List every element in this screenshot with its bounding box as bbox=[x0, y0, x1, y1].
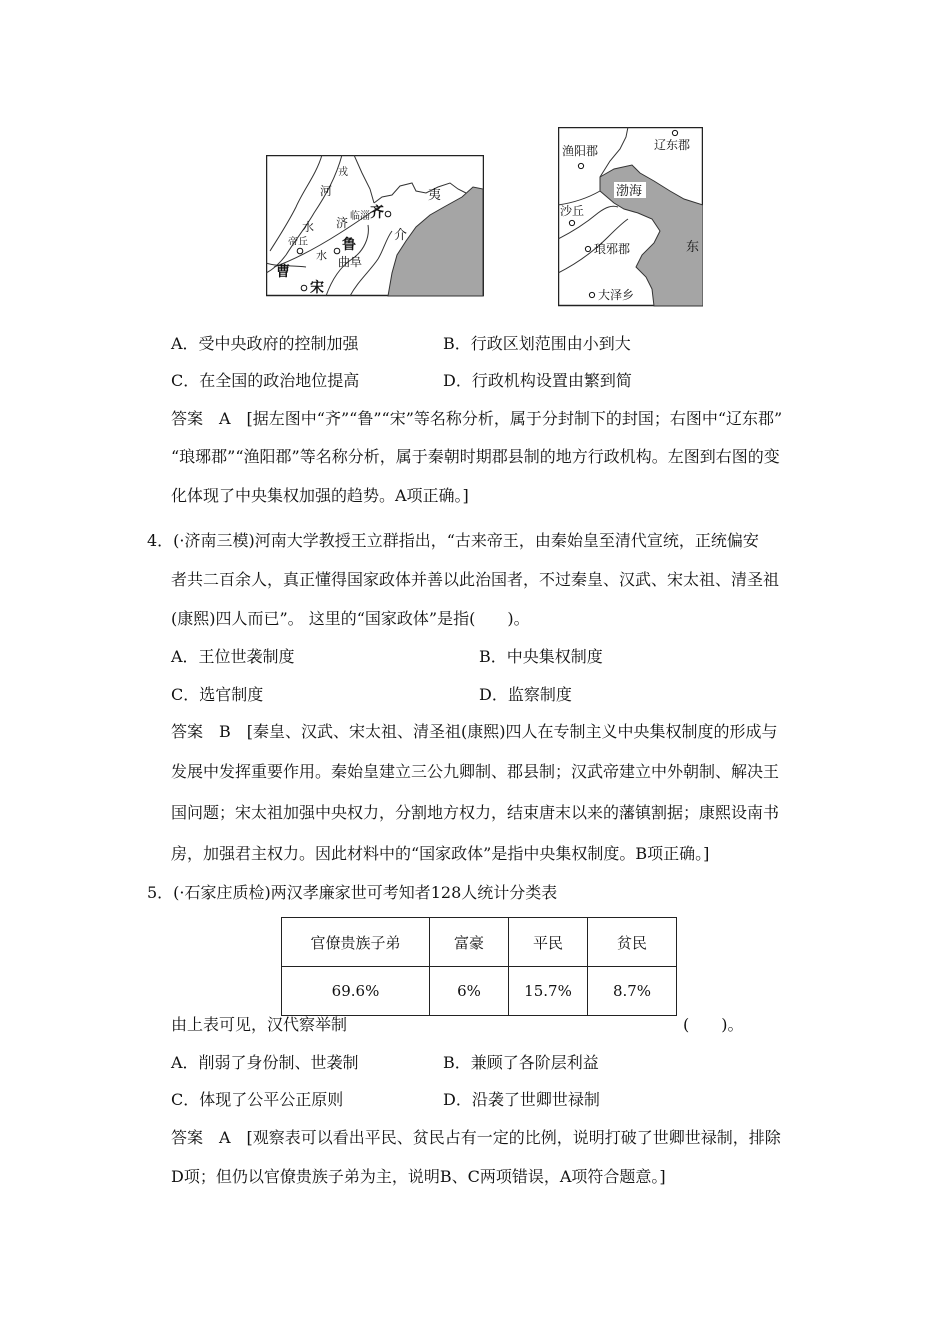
table-header-cell: 官僚贵族子弟 bbox=[282, 918, 430, 967]
q3-option-a: A．受中央政府的控制加强 bbox=[171, 334, 359, 353]
q4-option-c: C．选官制度 bbox=[171, 685, 264, 704]
stats-table bbox=[281, 917, 677, 1016]
table-cell: 69.6% bbox=[282, 967, 430, 1016]
q4-stem-line-1: 4．(·济南三模)河南大学教授王立群指出，“古来帝王，由秦始皇至清代宣统，正统偏安 bbox=[147, 531, 759, 550]
label-jie: 介 bbox=[394, 228, 408, 243]
q3-option-b: B．行政区划范围由小到大 bbox=[443, 334, 631, 353]
q4-answer-line-1: 答案 B [秦皇、汉武、宋太祖、清圣祖(康熙)四人在专制主义中央集权制度的形成与 bbox=[171, 722, 778, 741]
table-cell: 8.7% bbox=[588, 967, 677, 1016]
q5-stem-line-2: 由上表可见，汉代察举制 bbox=[171, 1015, 348, 1034]
q5-option-b: B．兼顾了各阶层利益 bbox=[443, 1053, 599, 1072]
label-linzi: 临淄 bbox=[350, 211, 370, 222]
q3-option-c: C．在全国的政治地位提高 bbox=[171, 371, 360, 390]
q4-option-d: D．监察制度 bbox=[479, 685, 572, 704]
label-dazexiang: 大泽乡 bbox=[598, 288, 635, 302]
label-dong: 东 bbox=[686, 240, 700, 255]
table-cell: 15.7% bbox=[509, 967, 588, 1016]
label-he: 河 bbox=[320, 184, 333, 198]
label-diqiu: 帝丘 bbox=[288, 237, 308, 248]
label-shui1: 水 bbox=[302, 220, 315, 234]
label-song: 宋 bbox=[310, 280, 324, 296]
label-yuyang: 渔阳郡 bbox=[562, 144, 599, 158]
label-langya: 琅邪郡 bbox=[594, 242, 631, 256]
label-shaqiu: 沙丘 bbox=[560, 204, 585, 218]
q4-answer-line-3: 国问题；宋太祖加强中央权力，分割地方权力，结束唐末以来的藩镇割据；康熙设南书 bbox=[171, 803, 780, 822]
table-header-cell: 平民 bbox=[509, 918, 588, 967]
left-map bbox=[266, 155, 484, 297]
label-yi: 夷 bbox=[428, 188, 442, 203]
q4-option-b: B．中央集权制度 bbox=[479, 647, 603, 666]
label-ji: 济 bbox=[336, 216, 349, 230]
label-qufu: 曲阜 bbox=[338, 255, 363, 269]
q4-option-a: A．王位世袭制度 bbox=[171, 647, 295, 666]
label-shui2: 水 bbox=[316, 249, 327, 262]
q5-answer-line-1: 答案 A [观察表可以看出平民、贫民占有一定的比例，说明打破了世卿世禄制，排除 bbox=[171, 1128, 781, 1147]
q4-answer-line-2: 发展中发挥重要作用。秦始皇建立三公九卿制、郡县制；汉武帝建立中外朝制、解决王 bbox=[171, 762, 780, 781]
q5-option-c: C．体现了公平公正原则 bbox=[171, 1090, 344, 1109]
label-bohai: 渤海 bbox=[616, 184, 643, 199]
label-cao: 曹 bbox=[276, 264, 290, 280]
table-header-cell: 贫民 bbox=[588, 918, 677, 967]
q3-answer-line-2: “琅琊郡”“渔阳郡”等名称分析，属于秦朝时期郡县制的地方行政机构。左图到右图的变 bbox=[171, 447, 780, 466]
q3-answer-line-3: 化体现了中央集权加强的趋势。A项正确。] bbox=[171, 486, 469, 505]
table-header-cell: 富豪 bbox=[430, 918, 509, 967]
table-cell: 6% bbox=[430, 967, 509, 1016]
q5-option-a: A．削弱了身份制、世袭制 bbox=[171, 1053, 359, 1072]
table-row bbox=[282, 967, 677, 1016]
q4-answer-line-4: 房，加强君主权力。因此材料中的“国家政体”是指中央集权制度。B项正确。] bbox=[171, 844, 710, 863]
q5-answer-paren: ( )。 bbox=[683, 1015, 744, 1034]
q4-stem-line-3: (康熙)四人而已”。 这里的“国家政体”是指( )。 bbox=[171, 609, 530, 628]
q3-option-d: D．行政机构设置由繁到简 bbox=[443, 371, 632, 390]
q5-stem-line-1: 5．(·石家庄质检)两汉孝廉家世可考知者128人统计分类表 bbox=[147, 883, 558, 902]
q5-option-d: D．沿袭了世卿世禄制 bbox=[443, 1090, 600, 1109]
label-liaodong: 辽东郡 bbox=[654, 138, 691, 152]
label-lu: 鲁 bbox=[342, 237, 356, 253]
right-map bbox=[558, 127, 703, 307]
q4-stem-line-2: 者共二百余人，真正懂得国家政体并善以此治国者，不过秦皇、汉武、宋太祖、清圣祖 bbox=[171, 570, 780, 589]
q3-answer-line-1: 答案 A [据左图中“齐”“鲁”“宋”等名称分析，属于分封制下的封国；右图中“辽东郡” bbox=[171, 409, 783, 428]
label-qi: 齐 bbox=[370, 205, 384, 221]
q5-answer-line-2: D项；但仍以官僚贵族子弟为主，说明B、C两项错误，A项符合题意。] bbox=[171, 1167, 666, 1186]
label-rong: 戎 bbox=[338, 167, 348, 178]
table-header-row bbox=[282, 918, 677, 967]
